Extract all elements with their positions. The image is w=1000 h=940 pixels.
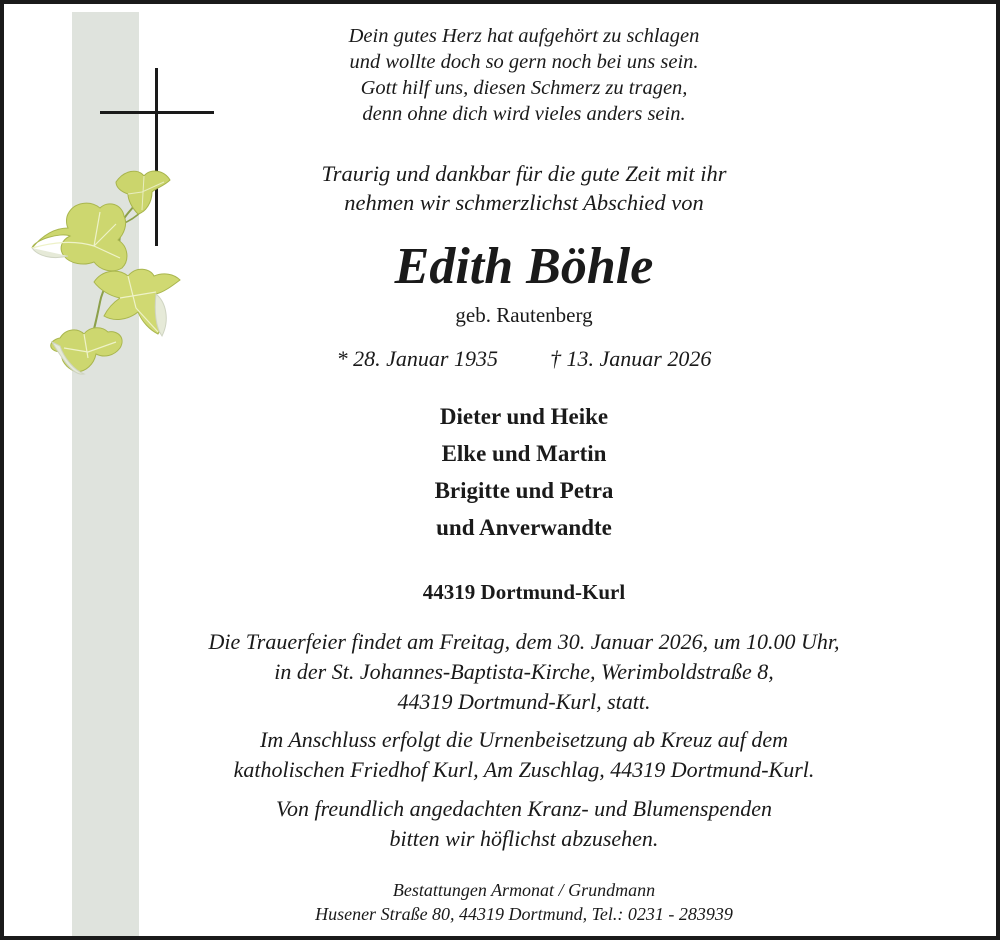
burial-line: katholischen Friedhof Kurl, Am Zuschlag, 44319 Dortmund-Kurl. [233, 757, 815, 782]
flowers-line: bitten wir höflichst abzusehen. [389, 826, 659, 851]
verse [154, 23, 894, 127]
intro-line: Traurig und dankbar für die gute Zeit mit ihr [321, 161, 727, 186]
decorative-stripe [72, 12, 139, 936]
flowers-request [154, 794, 894, 854]
death-date: † 13. Januar 2026 [550, 346, 712, 371]
intro [154, 159, 894, 217]
burial-info [154, 725, 894, 785]
flowers-line: Von freundlich angedachten Kranz- und Blumenspenden [276, 796, 772, 821]
life-dates [154, 344, 894, 374]
family-place: 44319 Dortmund-Kurl [422, 580, 626, 604]
mourner-line: Elke und Martin [441, 441, 607, 466]
service-line: Die Trauerfeier findet am Freitag, dem 30. Januar 2026, um 10.00 Uhr, [208, 629, 840, 654]
undertaker-line: Husener Straße 80, 44319 Dortmund, Tel.: 0231 - 283939 [315, 904, 733, 924]
verse-line: Gott hilf uns, diesen Schmerz zu tragen, [360, 77, 688, 99]
verse-line: Dein gutes Herz hat aufgehört zu schlagen [348, 25, 700, 47]
maiden-name: geb. Rautenberg [455, 303, 593, 327]
mourner-line: Brigitte und Petra [434, 478, 614, 503]
verse-line: und wollte doch so gern noch bei uns sein. [349, 51, 699, 73]
undertaker-line: Bestattungen Armonat / Grundmann [392, 880, 656, 900]
deceased-name: Edith Böhle [394, 238, 654, 295]
intro-line: nehmen wir schmerzlichst Abschied von [344, 190, 704, 215]
service-line: in der St. Johannes-Baptista-Kirche, Werimboldstraße 8, [274, 659, 774, 684]
undertaker-info [154, 878, 894, 926]
verse-line: denn ohne dich wird vieles anders sein. [362, 103, 686, 125]
birth-date: * 28. Januar 1935 [336, 346, 498, 371]
mourner-line: und Anverwandte [436, 515, 612, 540]
funeral-service-info [154, 627, 894, 717]
mourners [154, 398, 894, 546]
service-line: 44319 Dortmund-Kurl, statt. [397, 689, 651, 714]
burial-line: Im Anschluss erfolgt die Urnenbeisetzung ab Kreuz auf dem [260, 727, 788, 752]
mourner-line: Dieter und Heike [439, 404, 609, 429]
